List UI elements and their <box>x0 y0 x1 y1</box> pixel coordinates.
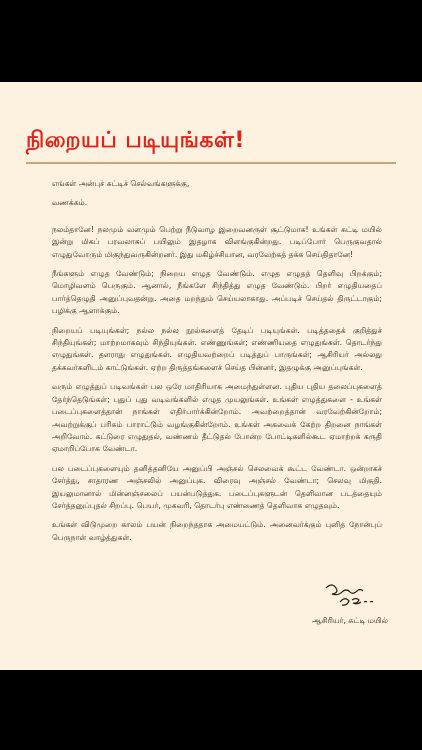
salutation: எங்கள் அன்புச் சுட்டிச் செல்வங்களுக்கு, <box>52 179 190 188</box>
page-title: நிறையப் படியுங்கள்! <box>26 128 245 153</box>
editorial-page <box>0 82 422 670</box>
handwritten-signature <box>318 578 388 614</box>
title-divider <box>26 162 396 164</box>
paragraph-2: நீங்களும் எழுத வேண்டும்; நிறைய எழுத வேண்டும். எழுத எழுதத் தெளிவு பிறக்கும்; மொழிவளம் பெருகும். ஆனால், நீங்களே சிந்தித்து எழுத வேண்டும். பிறர் எழுதியதைப் பார்த்தெழுதி அனுப்புவதன்று. அதை மறந்தும் செய்யலாகாது. அப்படிச் செய்தல் திருட்டாகும்; பழிக்கு ஆளாக்கும். <box>52 269 382 316</box>
paragraph-6: உங்கள் விடுமுறை காலம் பயன் நிறைந்ததாக அமையட்டும். அனைவர்க்கும் புனித நோன்புப் பெருநாள் வாழ்த்துகள். <box>52 520 382 542</box>
signature-block <box>312 578 388 626</box>
paragraph-4: வரும் எழுத்துப் படிவங்கள் பல ஒரே மாதிரியாக அமைந்துள்ளன. புதிய புதிய தலைப்புகளைத் தேர்ந்தெடுங்கள்; புதுப் புது வடிவங்களில் எழுத முயலுங்கள். உங்கள் எழுத்துகளை - உங்கள் படைப்புகளைத்தான் நாங்கள் எதிர்பார்க்கின்றோம். அவற்றைத்தான் வரவேற்கின்றோம்; அவற்றுக்குப் பரிசும் பாராட்டும் வழங்குகின்றோம். உங்கள் அகவைக் கேற்ற திறனை நாங்கள் அறிவோம். கட்டுரை எழுதுதல், வண்ணம் தீட்டுதல் போன்ற போட்டிகளில்கூட ஏமாற்றக் கருதி ஏமாறிப்போக வேண்டா. <box>52 382 382 454</box>
letter-body <box>52 178 382 551</box>
greeting: வணக்கம். <box>52 198 88 208</box>
paragraph-3: நிறையப் படியுங்கள்; நல்ல நல்ல நூல்களைத் தேடிப் படியுங்கள். படித்ததைக் குறித்துச் சிந்தியுங்கள்; மாற்றமாகவும் சிந்தியுங்கள். எண்ணுங்கள்; எண்ணியதை எழுதுங்கள். தொடர்ந்து எழுதுங்கள். தளராது எழுதுங்கள். எழுதியவற்றைப் படித்துப் பாருங்கள்; ஆசிரியர் அல்லது தக்கவர்களிடம் காட்டுங்கள். ஏற்ற திருத்தங்களைச் செய்த பின்னர், இதழுக்கு அனுப்புங்கள். <box>52 325 382 372</box>
paragraph-1: நலம்தானே! நலமும் வளமும் பெற்று நீடுவாழ இறைவனருள் சூட்டுமாக! உங்கள் சுட்டி மயில் இன்று மிகப் பரவலாகப் பயிலும் இதழாக விளங்குகின்றது. படிப்போர் பெருகுவதால் எழுதுவோரும் மிகுந்துவருகின்றனர். இது மகிழ்ச்சியான, வரவேற்கத் தக்க செய்திதானே! <box>52 224 382 259</box>
paragraph-5: பல படைப்புகளையும் தனித்தனியே அனுப்பி அஞ்சல் செலவைக் கூட்ட வேண்டா. ஒன்றாகச் சேர்த்து, சாதாரண அஞ்சலில் அனுப்புக. விரைவு அஞ்சல் வேண்டா; செலவு மிகுதி. இயலுமானால் மின்னஞ்சலைப் பயன்படுத்துக. படைப்புகளுடன் தெளிவான படத்தையும் சேர்த்தனுப்புதல் சிறப்பு. பெயர், முகவரி, தொடர்பு எண்ணைத் தெளிவாக எழுதவும். <box>52 463 382 510</box>
signature-label: ஆசிரியர், சுட்டி மயில் <box>312 616 388 625</box>
